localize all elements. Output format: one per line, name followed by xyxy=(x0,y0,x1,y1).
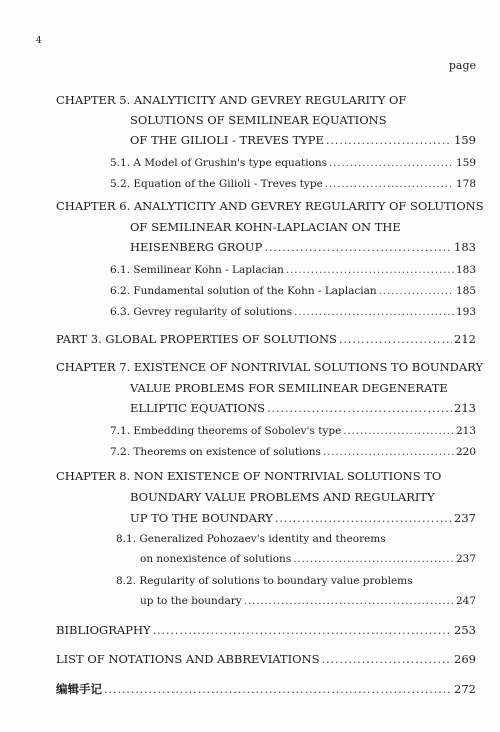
dot-leader xyxy=(244,595,454,607)
chapter-5-title-line-2: SOLUTIONS OF SEMILINEAR EQUATIONS xyxy=(130,113,387,127)
chapter-6-title-line-1: CHAPTER 6. ANALYTICITY AND GEVREY REGULARITY OF SOLUTIONS xyxy=(56,199,484,213)
chapter-6-title-line-2: OF SEMILINEAR KOHN-LAPLACIAN ON THE xyxy=(130,220,401,234)
chapter-8-entry xyxy=(130,511,476,525)
dot-leader xyxy=(294,306,454,318)
section-6-3-entry xyxy=(110,306,476,318)
section-7-1-title: 7.1. Embedding theorems of Sobolev's type xyxy=(110,425,342,437)
chapter-6-entry xyxy=(130,240,476,254)
page-number: 4 xyxy=(36,36,42,46)
section-7-1-page: 213 xyxy=(455,425,476,437)
bibliography-title: BIBLIOGRAPHY xyxy=(56,623,151,637)
section-5-1-entry xyxy=(110,157,476,169)
page-column-header: page xyxy=(448,59,476,72)
section-6-3-page: 193 xyxy=(455,306,476,318)
section-5-1-title: 5.1. A Model of Grushin's type equations xyxy=(110,157,328,169)
section-7-2-entry xyxy=(110,446,476,458)
section-7-1-entry xyxy=(110,425,476,437)
section-8-2-page: 247 xyxy=(455,595,476,607)
chapter-8-title-line-1: CHAPTER 8. NON EXISTENCE OF NONTRIVIAL SOLUTIONS TO xyxy=(56,469,442,483)
dot-leader xyxy=(275,511,452,525)
section-5-1-page: 159 xyxy=(455,157,476,169)
chapter-8-title-line-2: BOUNDARY VALUE PROBLEMS AND REGULARITY xyxy=(130,490,435,504)
dot-leader xyxy=(325,178,454,190)
section-6-1-title: 6.1. Semilinear Kohn - Laplacian xyxy=(110,264,284,276)
dot-leader xyxy=(343,425,454,437)
notations-entry xyxy=(56,652,476,666)
chapter-7-page: 213 xyxy=(454,401,476,415)
bibliography-page: 253 xyxy=(454,623,476,637)
chapter-8-page: 237 xyxy=(454,511,476,525)
part-3-entry xyxy=(56,332,476,346)
chapter-7-title-line-3: ELLIPTIC EQUATIONS xyxy=(130,401,266,415)
part-3-title: PART 3. GLOBAL PROPERTIES OF SOLUTIONS xyxy=(56,332,337,346)
section-5-2-entry xyxy=(110,178,476,190)
dot-leader xyxy=(339,332,452,346)
dot-leader xyxy=(267,401,452,415)
chapter-5-entry xyxy=(130,133,476,147)
section-6-2-title: 6.2. Fundamental solution of the Kohn - Laplacian xyxy=(110,285,377,297)
chapter-7-entry xyxy=(130,401,476,415)
section-7-2-page: 220 xyxy=(455,446,476,458)
editor-notes-entry xyxy=(56,681,476,697)
section-6-1-page: 183 xyxy=(455,264,476,276)
editor-notes-page: 272 xyxy=(454,682,476,696)
section-5-2-title: 5.2. Equation of the Gilioli - Treves type xyxy=(110,178,323,190)
chapter-5-title-line-1: CHAPTER 5. ANALYTICITY AND GEVREY REGULARITY OF xyxy=(56,93,407,107)
dot-leader xyxy=(293,553,454,565)
dot-leader xyxy=(286,264,454,276)
section-8-1-title-line-2: on nonexistence of solutions xyxy=(140,553,292,565)
section-8-2-title-line-2: up to the boundary xyxy=(140,595,242,607)
chapter-6-title-line-3: HEISENBERG GROUP xyxy=(130,240,263,254)
dot-leader xyxy=(326,133,452,147)
dot-leader xyxy=(329,157,454,169)
dot-leader xyxy=(379,285,454,297)
dot-leader xyxy=(322,652,453,666)
chapter-5-title-line-3: OF THE GILIOLI - TREVES TYPE xyxy=(130,133,324,147)
chapter-8-title-line-3: UP TO THE BOUNDARY xyxy=(130,511,273,525)
section-8-2-title-line-1: 8.2. Regularity of solutions to boundary value problems xyxy=(116,575,413,587)
chapter-7-title-line-1: CHAPTER 7. EXISTENCE OF NONTRIVIAL SOLUTIONS TO BOUNDARY xyxy=(56,360,484,374)
dot-leader xyxy=(264,240,452,254)
section-6-2-entry xyxy=(110,285,476,297)
section-8-1-page: 237 xyxy=(455,553,476,565)
notations-page: 269 xyxy=(454,652,476,666)
bibliography-entry xyxy=(56,623,476,637)
editor-notes-title: 编辑手记 xyxy=(56,682,102,696)
chapter-5-page: 159 xyxy=(454,133,476,147)
dot-leader xyxy=(104,682,452,696)
chapter-7-title-line-2: VALUE PROBLEMS FOR SEMILINEAR DEGENERATE xyxy=(130,381,448,395)
chapter-6-page: 183 xyxy=(454,240,476,254)
dot-leader xyxy=(153,623,452,637)
section-5-2-page: 178 xyxy=(455,178,476,190)
notations-title: LIST OF NOTATIONS AND ABBREVIATIONS xyxy=(56,652,320,666)
section-6-2-page: 185 xyxy=(455,285,476,297)
section-7-2-title: 7.2. Theorems on existence of solutions xyxy=(110,446,321,458)
section-6-1-entry xyxy=(110,264,476,276)
section-8-2-entry xyxy=(140,595,476,607)
dot-leader xyxy=(323,446,454,458)
section-6-3-title: 6.3. Gevrey regularity of solutions xyxy=(110,306,293,318)
section-8-1-entry xyxy=(140,553,476,565)
part-3-page: 212 xyxy=(454,332,476,346)
section-8-1-title-line-1: 8.1. Generalized Pohozaev's identity and theorems xyxy=(116,533,386,545)
